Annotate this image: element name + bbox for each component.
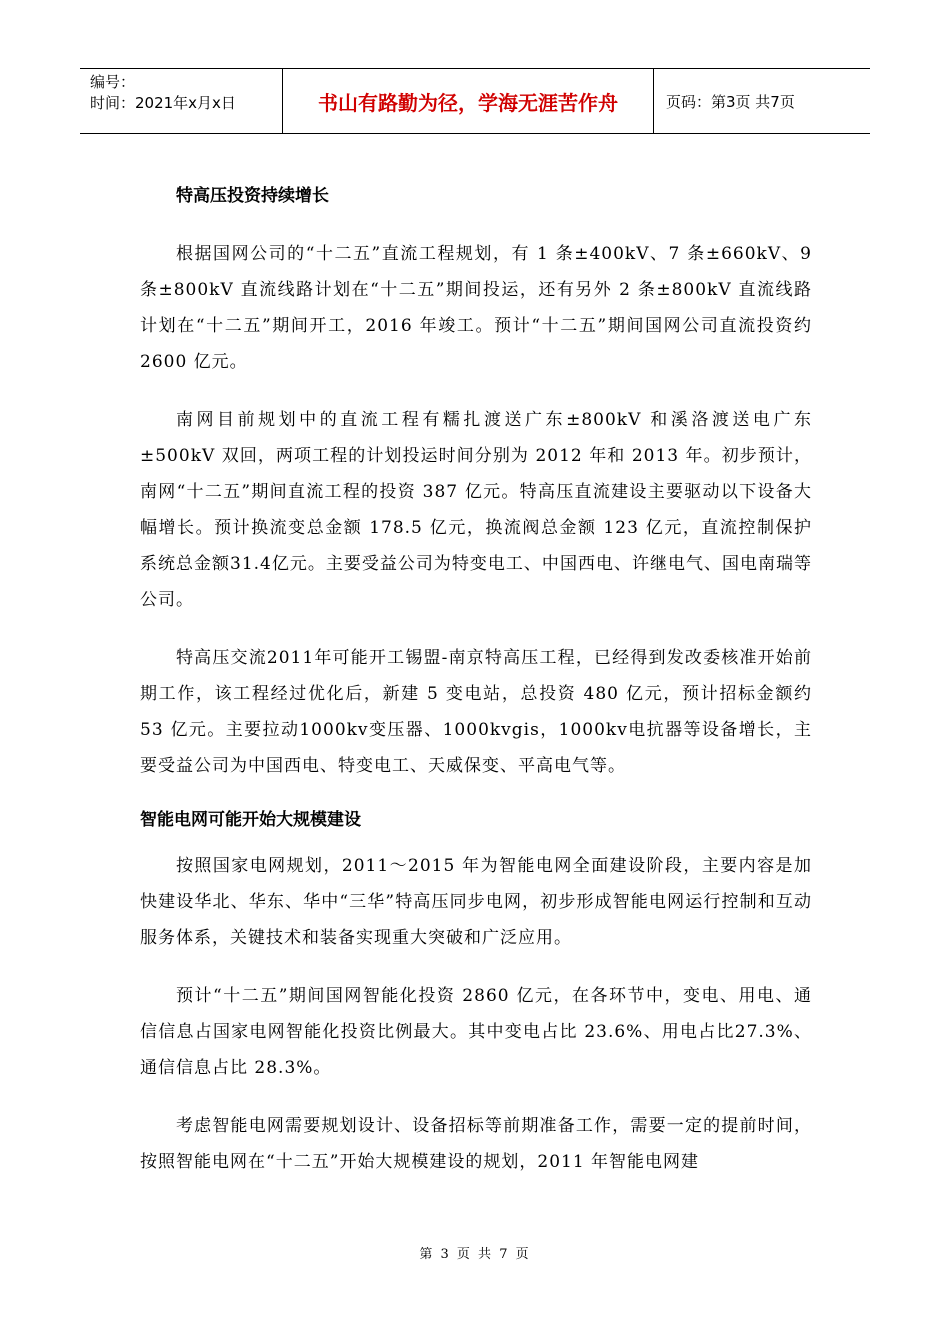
document-date: 时间：2021年x月x日	[90, 94, 236, 112]
paragraph: 根据国网公司的“十二五”直流工程规划，有 1 条±400kV、7 条±660kV、9 条±800kV 直流线路计划在“十二五”期间投运，还有另外 2 条±800kV 直流线路计划在“十二五”期间开工，2016 年竣工。预计“十二五”期间国网公司直流投资约 2600 亿元。	[140, 244, 812, 372]
header-page-info	[654, 69, 870, 133]
paragraph: 按照国家电网规划，2011～2015 年为智能电网全面建设阶段，主要内容是加快建设华北、华东、华中“三华”特高压同步电网，初步形成智能电网运行控制和互动服务体系，关键技术和装备实现重大突破和广泛应用。	[140, 856, 812, 948]
paragraph: 考虑智能电网需要规划设计、设备招标等前期准备工作，需要一定的提前时间，按照智能电网在“十二五”开始大规模建设的规划，2011 年智能电网建	[140, 1116, 812, 1172]
header-meta	[80, 69, 282, 133]
document-number-label: 编号：	[90, 73, 136, 91]
paragraph: 南网目前规划中的直流工程有糯扎渡送广东±800kV 和溪洛渡送电广东±500kV 双回，两项工程的计划投运时间分别为 2012 年和 2013 年。初步预计，南网“十二五”期间直流工程的投资 387 亿元。特高压直流建设主要驱动以下设备大幅增长。预计换流变总金额 178.5 亿元，换流阀总金额 123 亿元，直流控制保护系统总金额31.4亿元。主要受益公司为特变电工、中国西电、许继电气、国电南瑞等公司。	[140, 410, 812, 610]
motto-text: 书山有路勤为径，学海无涯苦作舟	[318, 90, 618, 115]
page-footer	[0, 1243, 950, 1262]
header-motto	[282, 69, 654, 133]
page-header	[80, 68, 870, 134]
document-body	[140, 178, 812, 1180]
paragraph: 特高压交流2011年可能开工锡盟-南京特高压工程，已经得到发改委核准开始前期工作，该工程经过优化后，新建 5 变电站，总投资 480 亿元，预计招标金额约 53 亿元。主要拉动1000kv变压器、1000kvgis，1000kv电抗器等设备增长，主要受益公司为中国西电、特变电工、天威保变、平高电气等。	[140, 648, 812, 776]
paragraph: 预计“十二五”期间国网智能化投资 2860 亿元，在各环节中，变电、用电、通信信息占国家电网智能化投资比例最大。其中变电占比 23.6%、用电占比27.3%、通信信息占比 28.3%。	[140, 986, 812, 1078]
page-info-text: 页码：第3页 共7页	[666, 92, 795, 111]
section-heading: 智能电网可能开始大规模建设	[140, 810, 361, 830]
section-heading: 特高压投资持续增长	[176, 186, 329, 206]
footer-page-number: 第 3 页 共 7 页	[419, 1247, 531, 1262]
